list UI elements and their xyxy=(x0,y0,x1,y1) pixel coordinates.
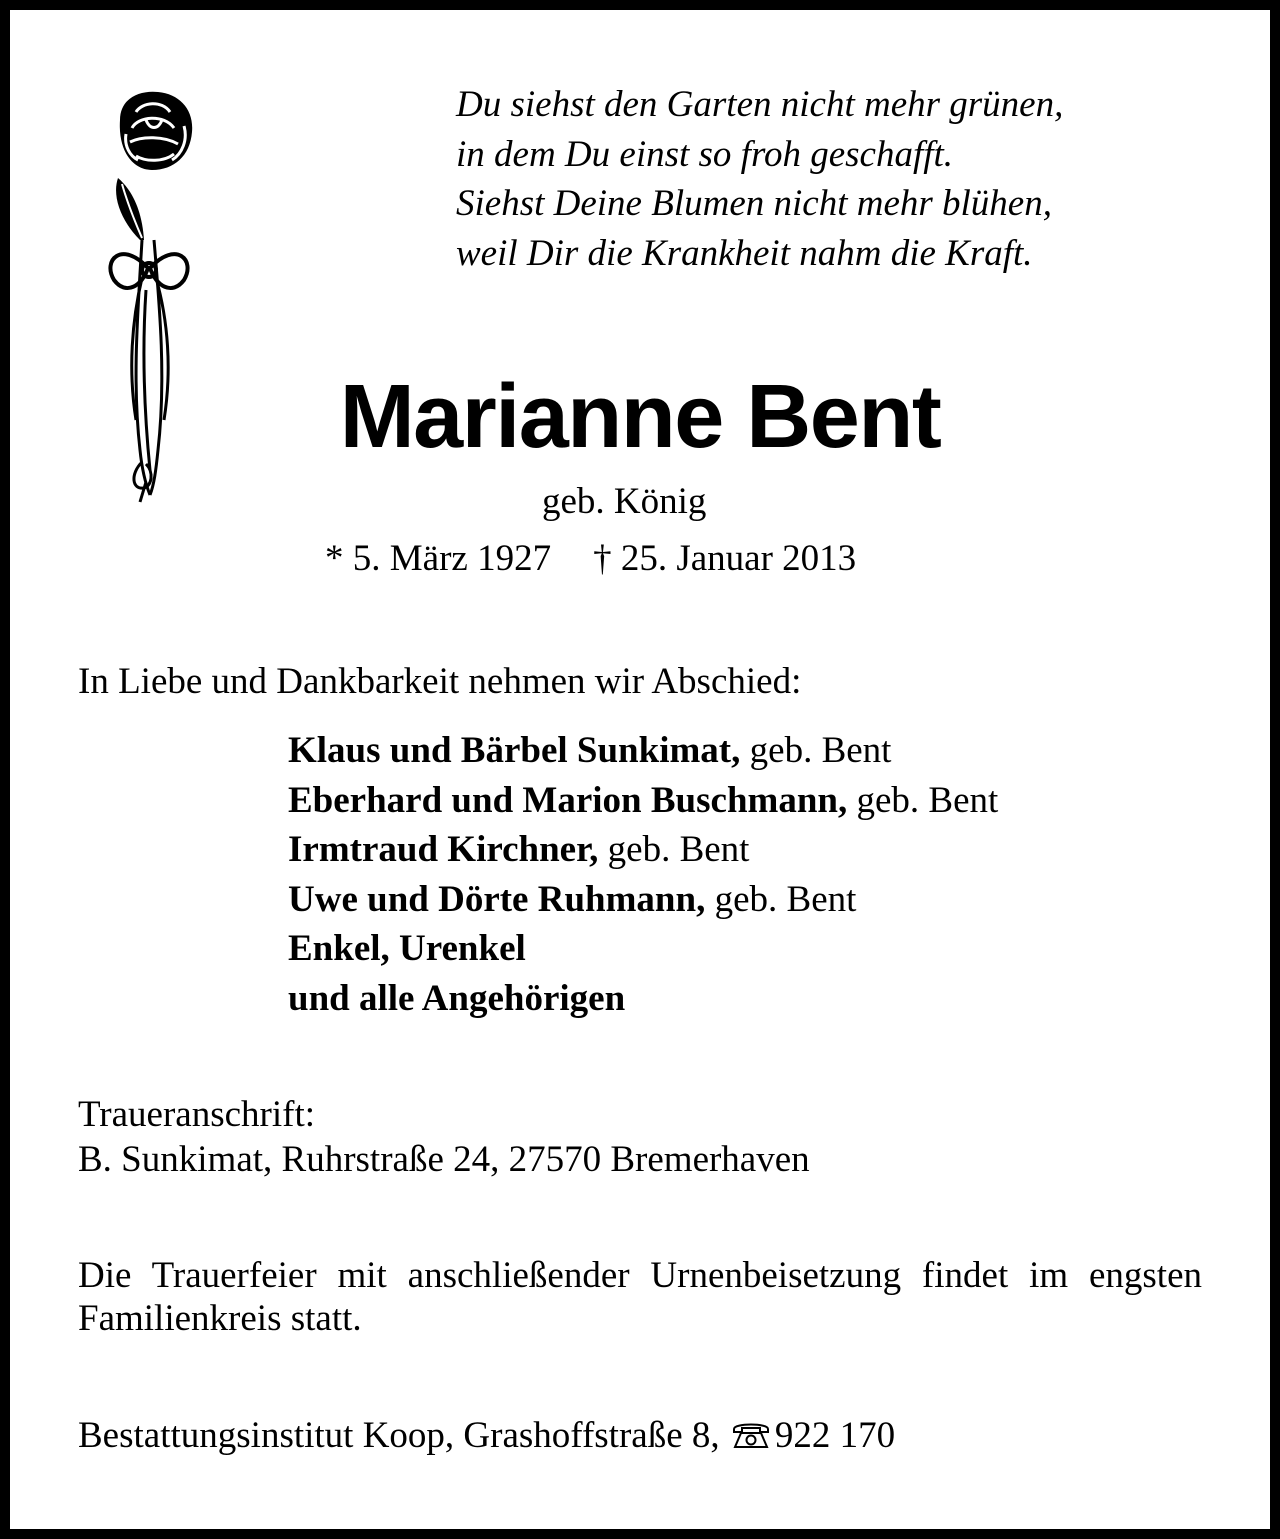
mourner-name: Irmtraud Kirchner, xyxy=(288,829,599,870)
mourner-suffix: geb. Bent xyxy=(705,878,857,920)
mourners-list xyxy=(288,726,998,1023)
birth-date: * 5. März 1927 xyxy=(325,538,552,579)
mourner-name: Uwe und Dörte Ruhmann, xyxy=(288,878,706,920)
poem-line: Du siehst den Garten nicht mehr grünen, xyxy=(456,84,1064,125)
mourner-suffix: geb. Bent xyxy=(598,829,750,870)
list-item xyxy=(288,924,998,974)
mourner-name: Enkel, Urenkel xyxy=(288,928,526,969)
funeral-home xyxy=(78,1414,895,1457)
maiden-name: geb. König xyxy=(542,481,707,522)
mourning-address xyxy=(78,1092,810,1182)
phone-number: 922 170 xyxy=(774,1415,896,1456)
telephone-icon xyxy=(731,1420,771,1450)
poem-line: in dem Du einst so froh geschafft. xyxy=(456,133,954,175)
mourner-suffix: geb. Bent xyxy=(740,730,892,771)
ceremony-note: Die Trauerfeier mit anschließender Urnenbeisetzung findet im engsten Familienkreis statt. xyxy=(78,1255,1202,1339)
funeral-home-text: Bestattungsinstitut Koop, Grashoffstraße 8, xyxy=(78,1415,720,1456)
list-item xyxy=(288,974,998,1024)
poem-line: weil Dir die Krankheit nahm die Kraft. xyxy=(456,232,1033,274)
list-item xyxy=(288,776,998,826)
list-item xyxy=(288,726,998,776)
poem xyxy=(456,80,1063,278)
poem-line: Siehst Deine Blumen nicht mehr blühen, xyxy=(456,183,1052,224)
life-dates xyxy=(325,537,856,580)
mourner-name: Eberhard und Marion Buschmann, xyxy=(288,779,848,821)
mourner-name: und alle Angehörigen xyxy=(288,977,626,1019)
list-item xyxy=(288,875,998,925)
farewell-intro: In Liebe und Dankbarkeit nehmen wir Abschied: xyxy=(78,661,802,702)
obituary-notice xyxy=(10,10,1270,1529)
deceased-name: Marianne Bent xyxy=(339,367,941,467)
address-label: Traueranschrift: xyxy=(78,1094,316,1135)
address-line: B. Sunkimat, Ruhrstraße 24, 27570 Bremerhaven xyxy=(78,1139,810,1180)
mourner-suffix: geb. Bent xyxy=(847,779,999,821)
death-date: † 25. Januar 2013 xyxy=(593,538,857,579)
mourner-name: Klaus und Bärbel Sunkimat, xyxy=(288,730,741,771)
list-item xyxy=(288,825,998,875)
